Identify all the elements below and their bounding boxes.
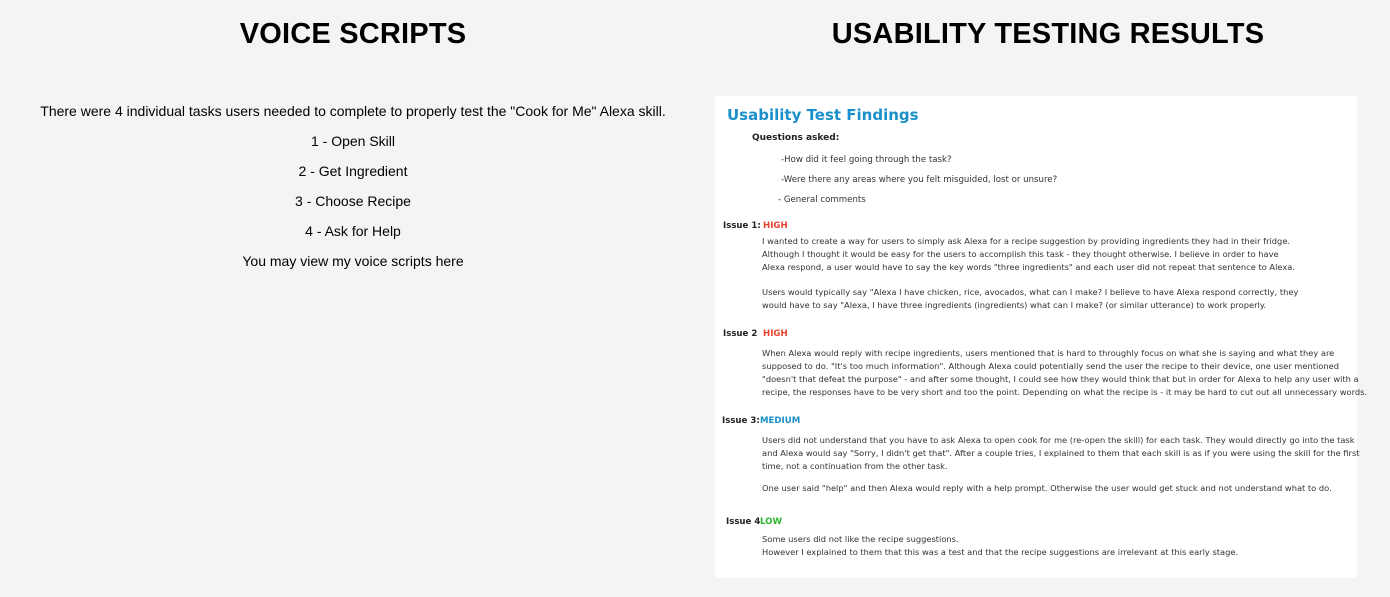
usability-title: USABILITY TESTING RESULTS xyxy=(831,18,1265,50)
voice-scripts-title: VOICE SCRIPTS xyxy=(239,18,467,50)
issue-3-paragraph-1: Users did not understand that you have to ask Alexa to open cook for me (re-open the skill) for each task. They would directly go into the task and Alexa would say "Sorry, I didn't get that". After a couple tries, I explained to them that each skill is as if you were using the skill for the first time, not a continuation from the other task. xyxy=(762,435,1360,471)
task-item: 4 - Ask for Help xyxy=(305,223,401,239)
voice-intro-text: There were 4 individual tasks users needed to complete to properly test the "Cook for Me" Alexa skill. xyxy=(40,103,666,119)
issue-2-label: Issue 2 xyxy=(723,329,758,339)
issue-2-severity: HIGH xyxy=(763,329,788,339)
task-item: 2 - Get Ingredient xyxy=(298,163,408,179)
issue-1-label: Issue 1: xyxy=(723,221,761,231)
issue-1-severity: HIGH xyxy=(763,221,788,231)
issue-4-label: Issue 4 xyxy=(726,517,761,527)
voice-scripts-link[interactable]: You may view my voice scripts here xyxy=(242,253,464,269)
issue-4-severity: LOW xyxy=(760,517,782,527)
voice-tasks-list xyxy=(0,96,706,276)
usability-findings-image xyxy=(715,96,1368,578)
usability-section xyxy=(706,0,1390,597)
issue-1-paragraph-1: I wanted to create a way for users to simply ask Alexa for a recipe suggestion by providing ingredients they had in their fridge. Although I thought it would be easy for the users to accomplish this task - they thought otherwise. I believe in order to have Alexa respond, a user would have to say the key words "three ingredients" and each user did not repeat that sentence to Alexa. xyxy=(762,236,1296,272)
task-item: 3 - Choose Recipe xyxy=(295,193,411,209)
voice-scripts-link-line xyxy=(0,246,706,276)
question-item: -How did it feel going through the task? xyxy=(781,155,952,165)
task-item: 1 - Open Skill xyxy=(310,133,396,149)
question-item: -Were there any areas where you felt misguided, lost or unsure? xyxy=(781,175,1058,185)
questions-label: Questions asked: xyxy=(752,133,840,143)
issue-3-severity: MEDIUM xyxy=(760,416,801,426)
issue-1-paragraph-2: Users would typically say "Alexa I have chicken, rice, avocados, what can I make? I believe to have Alexa respond correctly, they would have to say "Alexa, I have three ingredients (ingredients) what can I make? (or similar utterance) to work properly. xyxy=(762,287,1299,310)
issue-4-paragraph-1: Some users did not like the recipe suggestions. However I explained to them that this was a test and that the recipe suggestions are irrelevant at this early stage. xyxy=(762,534,1239,557)
issue-3-paragraph-2: One user said "help" and then Alexa would reply with a help prompt. Otherwise the user would get stuck and not understand what to do. xyxy=(762,483,1332,493)
findings-title: Usability Test Findings xyxy=(727,106,919,124)
issue-3-label: Issue 3: xyxy=(722,416,760,426)
issue-2-paragraph-1: When Alexa would reply with recipe ingredients, users mentioned that is hard to throughly focus on what she is saying and what they are supposed to do. "It's too much information". Although Alexa could potentially send the user the recipe to their device, one user mentioned "doesn't that defeat the purpose" - and after some thought, I could see how they would think that but in order for Alexa to help any user with a recipe, the responses have to be very short and too the point. Depending on what the recipe is - it may be hard to cut out all unnecessary words. xyxy=(762,348,1368,397)
question-item: - General comments xyxy=(778,195,866,205)
